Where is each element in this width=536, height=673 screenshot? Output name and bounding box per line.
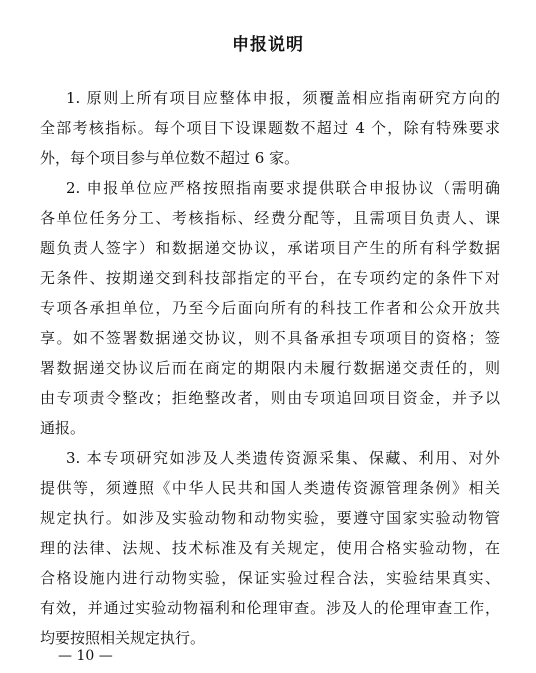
paragraph-2-line-3: 题负责人签字）和数据递交协议，承诺项目产生的所有科学数据	[40, 239, 500, 257]
paragraph-3-line-4: 理的法律、法规、技术标准及有关规定，使用合格实验动物，在	[40, 539, 500, 557]
paragraph-1-line-2: 全部考核指标。每个项目下设课题数不超过 4 个，除有特殊要求	[40, 119, 500, 137]
paragraph-1-line-3: 外，每个项目参与单位数不超过 6 家。	[40, 149, 300, 167]
paragraph-2-line-5: 专项各承担单位，乃至今后面向所有的科技工作者和公众开放共	[40, 299, 500, 317]
paragraph-3-line-6: 有效，并通过实验动物福利和伦理审查。涉及人的伦理审查工作，	[40, 599, 500, 617]
paragraph-3-line-1: 3. 本专项研究如涉及人类遗传资源采集、保藏、利用、对外	[66, 449, 500, 467]
paragraph-3-line-7: 均要按照相关规定执行。	[40, 629, 206, 647]
paragraph-2-line-9: 通报。	[40, 419, 86, 437]
paragraph-2-line-4: 无条件、按期递交到科技部指定的平台，在专项约定的条件下对	[40, 269, 500, 287]
paragraph-2-line-2: 各单位任务分工、考核指标、经费分配等，且需项目负责人、课	[40, 209, 500, 227]
paragraph-3-line-2: 提供等，须遵照《中华人民共和国人类遗传资源管理条例》相关	[40, 479, 500, 497]
page-title: 申报说明	[232, 35, 304, 55]
paragraph-2-line-6: 享。如不签署数据递交协议，则不具备承担专项项目的资格；签	[40, 329, 500, 347]
page-number: — 10 —	[58, 648, 113, 664]
paragraph-3-line-5: 合格设施内进行动物实验，保证实验过程合法，实验结果真实、	[40, 569, 500, 587]
paragraph-2-line-1: 2. 申报单位应严格按照指南要求提供联合申报协议（需明确	[66, 179, 500, 197]
paragraph-2-line-8: 由专项责令整改；拒绝整改者，则由专项追回项目资金，并予以	[40, 389, 500, 407]
paragraph-1-line-1: 1. 原则上所有项目应整体申报，须覆盖相应指南研究方向的	[66, 89, 500, 107]
paragraph-3-line-3: 规定执行。如涉及实验动物和动物实验，要遵守国家实验动物管	[40, 509, 500, 527]
paragraph-2-line-7: 署数据递交协议后而在商定的期限内未履行数据递交责任的，则	[40, 359, 500, 377]
